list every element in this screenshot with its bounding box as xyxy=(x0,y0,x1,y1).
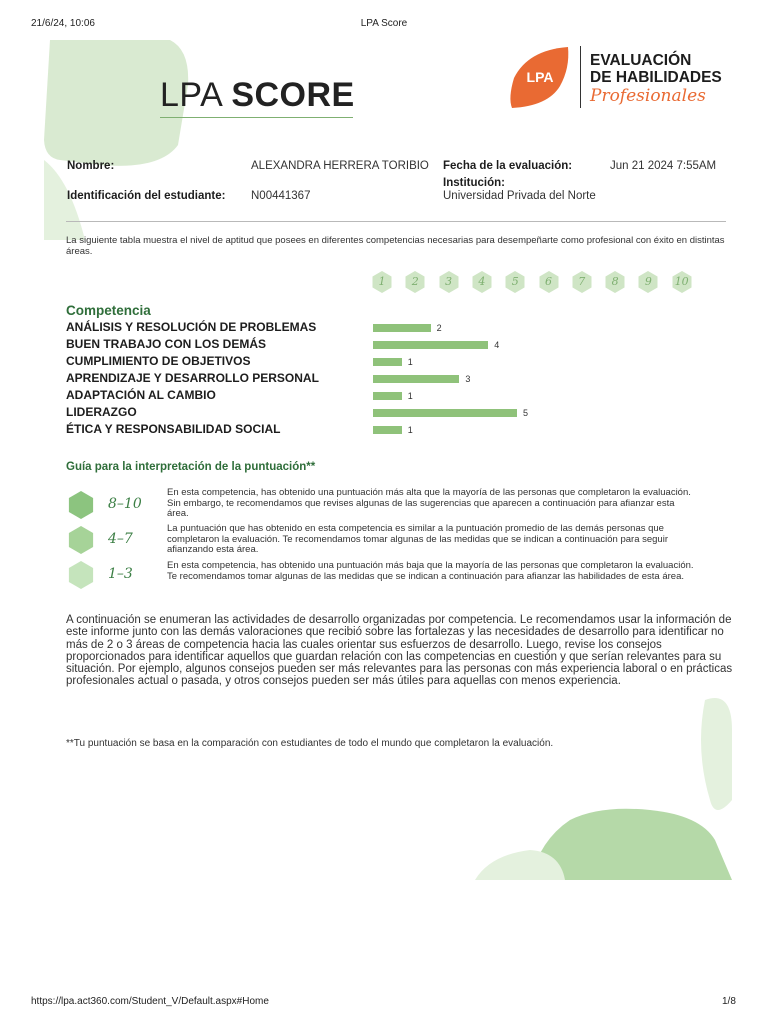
page-title xyxy=(160,76,355,115)
competency-score-label: 4 xyxy=(494,340,500,350)
logo-text-line3: Profesionales xyxy=(590,86,706,106)
scale-badge-label: 2 xyxy=(411,275,419,288)
guide-range: 8–10 xyxy=(108,496,142,512)
name-label: Nombre: xyxy=(67,160,115,172)
competency-score-label: 1 xyxy=(407,425,413,435)
competency-name: ADAPTACIÓN AL CAMBIO xyxy=(66,388,216,402)
logo-text-line2: DE HABILIDADES xyxy=(590,69,722,86)
competency-bar xyxy=(373,426,402,434)
scale-badge-8 xyxy=(604,271,626,293)
guide-hexagon-icon xyxy=(66,525,96,555)
scale-badge-2 xyxy=(404,271,426,293)
logo-separator xyxy=(580,46,581,108)
date-value: Jun 21 2024 7:55AM xyxy=(610,160,717,172)
competency-name: LIDERAZGO xyxy=(66,405,137,419)
competency-name: ÉTICA Y RESPONSABILIDAD SOCIAL xyxy=(66,422,281,436)
print-url: https://lpa.act360.com/Student_V/Default.aspx#Home xyxy=(31,996,269,1007)
scale-badge-10 xyxy=(671,271,693,293)
guide-hexagon-icon xyxy=(66,490,96,520)
date-label: Fecha de la evaluación: xyxy=(443,160,573,172)
scale-badge-label: 10 xyxy=(674,275,689,288)
competency-header: Competencia xyxy=(66,303,151,318)
scale-badge-6 xyxy=(538,271,560,293)
competency-name: APRENDIZAJE Y DESARROLLO PERSONAL xyxy=(66,371,319,385)
guide-range: 4–7 xyxy=(108,531,133,547)
competency-name: ANÁLISIS Y RESOLUCIÓN DE PROBLEMAS xyxy=(66,320,317,334)
scale-badge-label: 4 xyxy=(478,275,486,288)
institution-label: Institución: xyxy=(443,177,505,189)
print-datetime: 21/6/24, 10:06 xyxy=(31,18,95,29)
guide-description: En esta competencia, has obtenido una puntuación más baja que la mayoría de las personas que completaron la evaluación. Te recomendamos tomar algunas de las medidas que se indican a continuación para afianzar las habilidades de esta área. xyxy=(167,560,694,582)
development-paragraph: A continuación se enumeran las actividades de desarrollo organizadas por competencia. Le recomendamos usar la información de este informe junto con las demás valoraciones que recibió sobre las fortalezas y las necesidades de desarrollo para identificar no más de 2 o 3 áreas de competencia hacia las cuales orientar sus esfuerzos de desarrollo. Luego, revise los consejos proporcionados para identificar aquellos que guardan relación con las competencias en cuestión y que serían relevantes para su situación. Por ejemplo, algunos consejos pueden ser más relevantes para las personas con más experiencia laboral o en prácticas profesionales actual o pasada, y otros consejos pueden ser más útiles para aquellas con menos experiencia. xyxy=(66,614,733,688)
guide-range: 1–3 xyxy=(108,566,133,582)
student-id-label: Identificación del estudiante: xyxy=(67,190,226,202)
competency-name: CUMPLIMIENTO DE OBJETIVOS xyxy=(66,354,251,368)
intro-text: La siguiente tabla muestra el nivel de aptitud que posees en diferentes competencias necesarias para desempeñarte como profesional con éxito en distintas áreas. xyxy=(66,235,725,257)
competency-bar xyxy=(373,358,402,366)
guide-hexagon-icon xyxy=(66,560,96,590)
competency-bar xyxy=(373,341,488,349)
competency-score-label: 1 xyxy=(407,391,413,401)
scale-badge-label: 9 xyxy=(644,275,652,288)
competency-bar xyxy=(373,324,431,332)
competency-score-label: 3 xyxy=(465,374,471,384)
scale-badge-label: 7 xyxy=(578,275,586,288)
print-page-title: LPA Score xyxy=(360,18,408,29)
scale-badge-7 xyxy=(571,271,593,293)
guide-description: La puntuación que has obtenido en esta competencia es similar a la puntuación promedio de las demás personas que completaron la evaluación. Te recomendamos tomar algunas de las medidas que se indican a continuación para seguir afianzando esta área. xyxy=(167,523,668,555)
institution-value: Universidad Privada del Norte xyxy=(443,190,596,202)
competency-bar xyxy=(373,375,459,383)
scale-badge-3 xyxy=(438,271,460,293)
guide-heading: Guía para la interpretación de la puntuación** xyxy=(66,461,316,473)
competency-score-label: 5 xyxy=(523,408,529,418)
page-title-light: LPA xyxy=(160,76,222,114)
scale-badge-4 xyxy=(471,271,493,293)
print-page-number: 1/8 xyxy=(722,996,736,1007)
scale-badge-5 xyxy=(504,271,526,293)
scale-badge-label: 5 xyxy=(511,275,519,288)
scale-badge-label: 3 xyxy=(445,275,453,288)
name-value: ALEXANDRA HERRERA TORIBIO xyxy=(251,160,429,172)
competency-name: BUEN TRABAJO CON LOS DEMÁS xyxy=(66,337,267,351)
background-decoration-top-left xyxy=(40,40,200,240)
logo-text-line1: EVALUACIÓN xyxy=(590,52,692,69)
competency-bar xyxy=(373,409,517,417)
guide-description: En esta competencia, has obtenido una puntuación más alta que la mayoría de las personas que completaron la evaluación. Sin embargo, te recomendamos que revises algunas de las sugerencias que aparecen a continuación para afianzar esta área. xyxy=(167,487,691,519)
scale-badge-label: 8 xyxy=(611,275,619,288)
competency-score-label: 2 xyxy=(436,323,442,333)
logo-mark-text: LPA xyxy=(526,69,554,85)
divider xyxy=(66,221,726,222)
scale-badge-9 xyxy=(637,271,659,293)
student-id-value: N00441367 xyxy=(251,190,311,202)
background-decoration-bottom-right xyxy=(470,690,735,885)
competency-bar xyxy=(373,392,402,400)
lpa-leaf-logo-icon xyxy=(508,46,572,110)
scale-badge-label: 1 xyxy=(378,275,386,288)
title-underline xyxy=(160,117,353,118)
competency-score-label: 1 xyxy=(407,357,413,367)
scale-badge-label: 6 xyxy=(545,275,552,288)
scale-badge-1 xyxy=(371,271,393,293)
page-title-bold: SCORE xyxy=(231,76,355,114)
footnote: **Tu puntuación se basa en la comparación con estudiantes de todo el mundo que completaron la evaluación. xyxy=(66,738,554,749)
